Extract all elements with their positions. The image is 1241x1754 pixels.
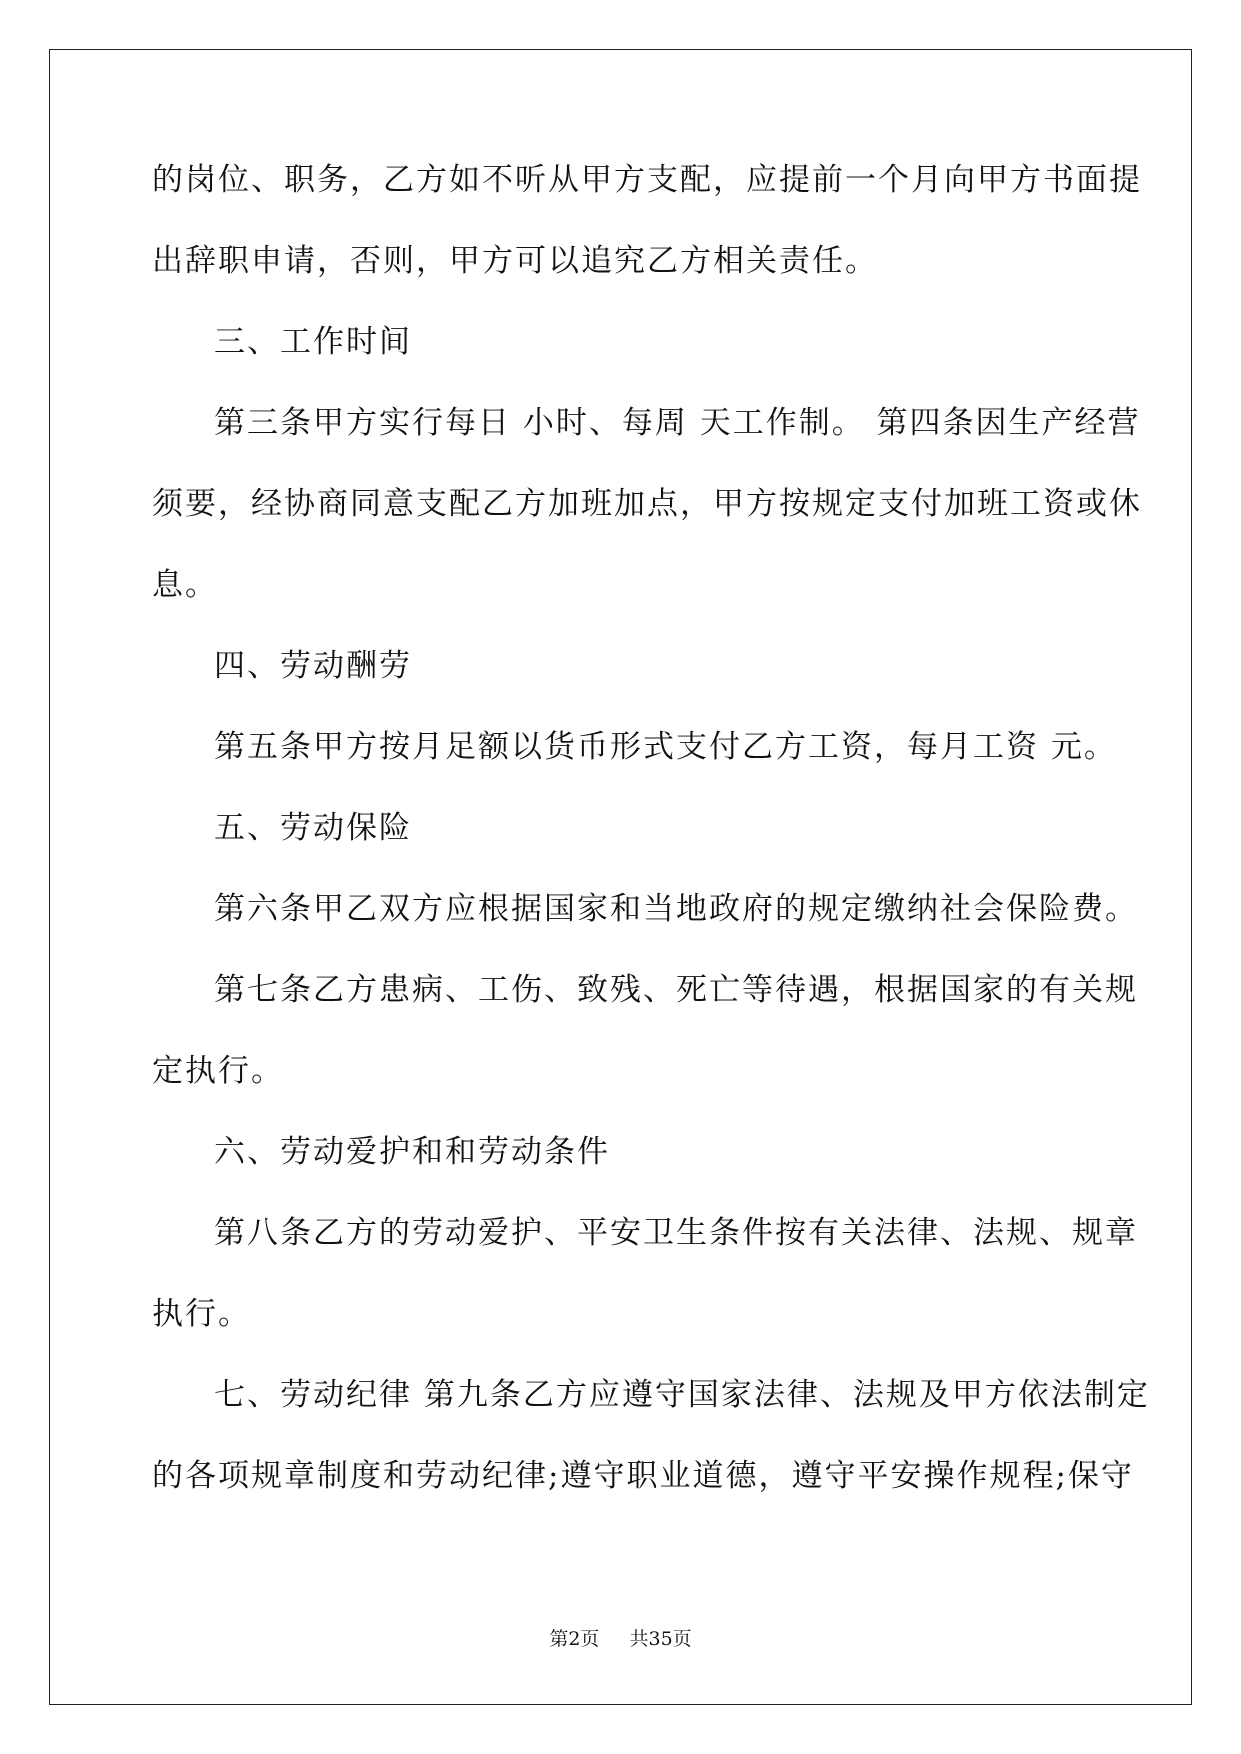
page-footer xyxy=(0,1627,1241,1651)
text-line: 第五条甲方按月足额以货币形式支付乙方工资，每月工资 元。 xyxy=(214,729,1117,765)
section-heading: 四、劳动酬劳 xyxy=(214,648,412,684)
text-line: 第三条甲方实行每日 小时、每周 天工作制。 第四条因生产经营 xyxy=(214,405,1141,441)
text-line: 七、劳动纪律 第九条乙方应遵守国家法律、法规及甲方依法制定 xyxy=(214,1377,1150,1413)
text-line: 第八条乙方的劳动爱护、平安卫生条件按有关法律、法规、规章 xyxy=(214,1215,1138,1251)
page-number: 第2页 xyxy=(549,1628,600,1650)
page-total: 共35页 xyxy=(629,1628,692,1650)
text-line: 出辞职申请，否则，甲方可以追究乙方相关责任。 xyxy=(152,243,878,279)
section-heading: 三、工作时间 xyxy=(214,324,412,360)
document-body xyxy=(152,160,1150,1496)
section-heading: 五、劳动保险 xyxy=(214,810,412,846)
text-line: 第六条甲乙双方应根据国家和当地政府的规定缴纳社会保险费。 xyxy=(214,891,1138,927)
text-line: 须要，经协商同意支配乙方加班加点，甲方按规定支付加班工资或休 xyxy=(152,486,1142,522)
text-line: 息。 xyxy=(152,567,218,603)
text-line: 的各项规章制度和劳动纪律;遵守职业道德，遵守平安操作规程;保守 xyxy=(152,1458,1134,1494)
section-heading: 六、劳动爱护和和劳动条件 xyxy=(214,1134,610,1170)
text-line: 执行。 xyxy=(152,1296,251,1332)
text-line: 的岗位、职务，乙方如不听从甲方支配，应提前一个月向甲方书面提 xyxy=(152,162,1142,198)
text-line: 定执行。 xyxy=(152,1053,284,1089)
text-line: 第七条乙方患病、工伤、致残、死亡等待遇，根据国家的有关规 xyxy=(214,972,1138,1008)
